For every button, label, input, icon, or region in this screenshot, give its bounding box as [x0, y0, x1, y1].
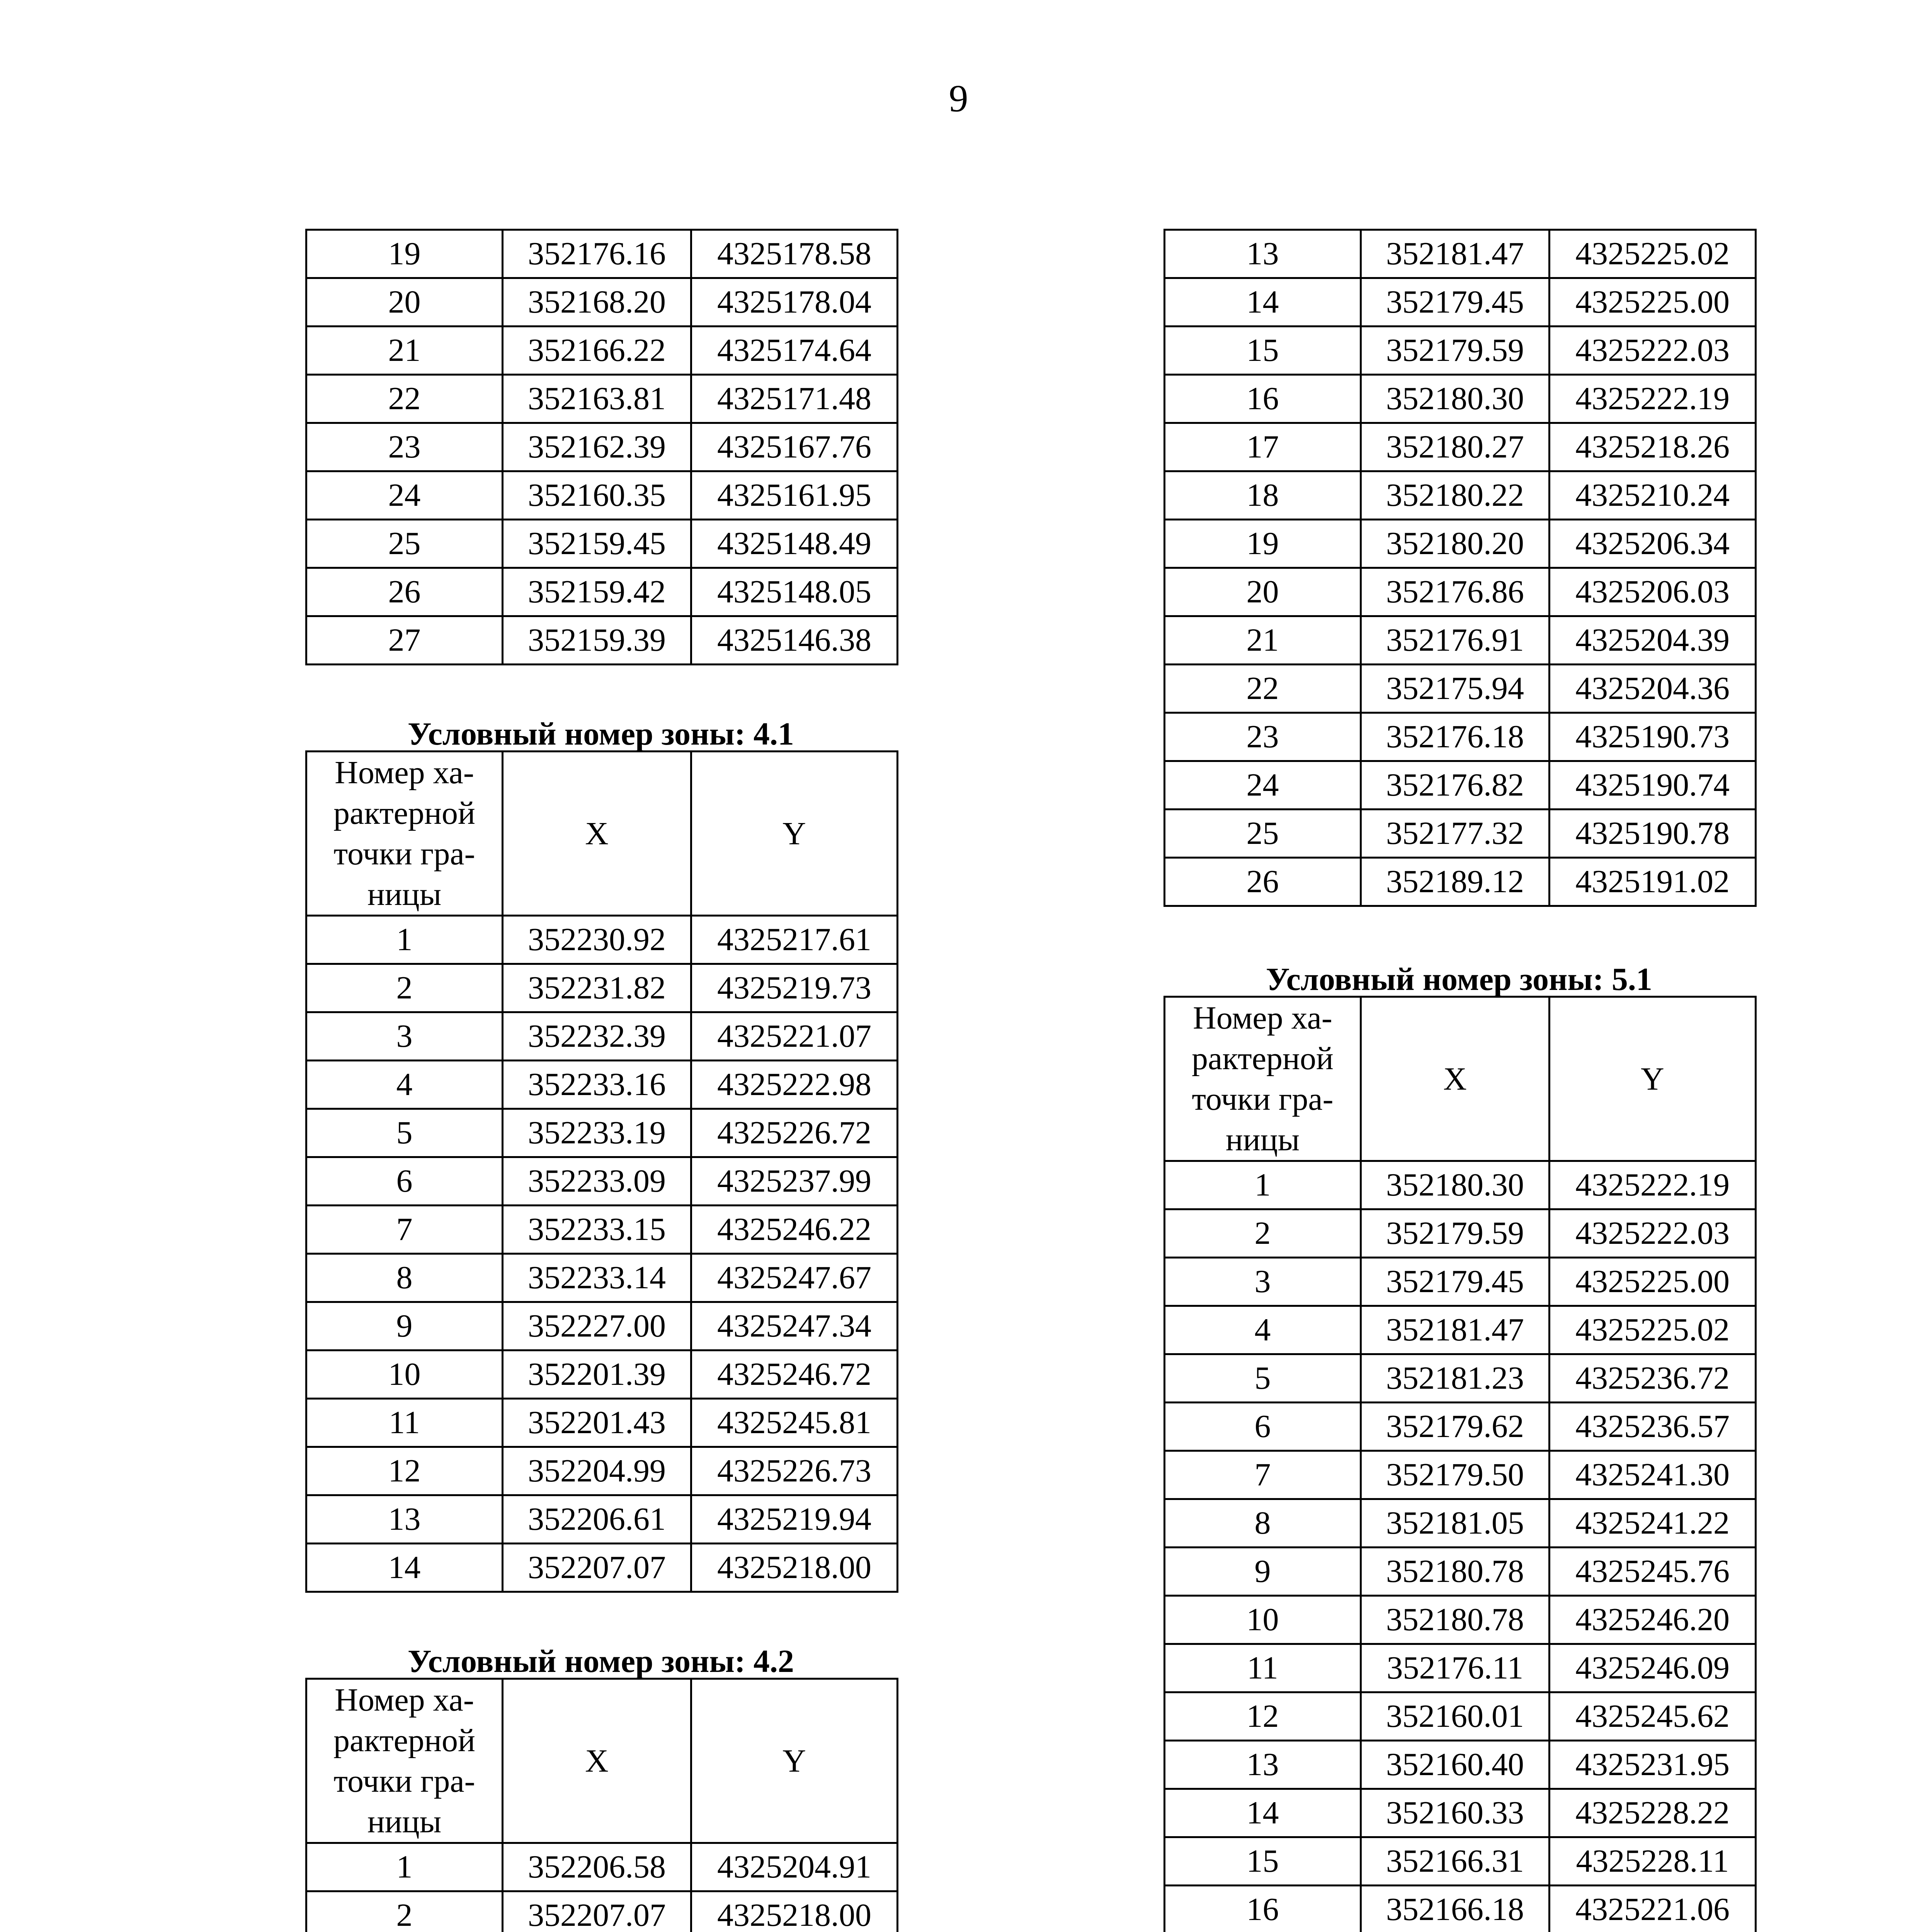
zone-table-4-2	[305, 1678, 898, 1932]
cell-point-number: 23	[306, 423, 503, 471]
table-row	[1165, 1596, 1756, 1644]
cell-y: 4325246.20	[1550, 1596, 1756, 1644]
table-row	[1165, 1548, 1756, 1596]
cell-y: 4325231.95	[1550, 1741, 1756, 1789]
cell-x: 352160.40	[1361, 1741, 1550, 1789]
cell-point-number: 11	[306, 1399, 503, 1447]
cell-point-number: 14	[1165, 278, 1361, 327]
cell-y: 4325204.91	[691, 1843, 898, 1891]
cell-x: 352232.39	[503, 1012, 691, 1061]
cell-point-number: 20	[1165, 568, 1361, 616]
cell-point-number: 5	[306, 1109, 503, 1157]
cell-y: 4325228.11	[1550, 1837, 1756, 1886]
cell-point-number: 24	[1165, 761, 1361, 810]
cell-x: 352181.23	[1361, 1354, 1550, 1403]
cell-x: 352201.43	[503, 1399, 691, 1447]
table-row	[306, 1544, 898, 1592]
cell-y: 4325218.00	[691, 1544, 898, 1592]
cell-point-number: 9	[1165, 1548, 1361, 1596]
column-header-point-number: Номер ха-рактерной точки гра-ницы	[306, 752, 503, 916]
cell-x: 352176.86	[1361, 568, 1550, 616]
table-row	[306, 916, 898, 964]
table-row	[306, 1012, 898, 1061]
cell-x: 352177.32	[1361, 810, 1550, 858]
table-row	[306, 423, 898, 471]
cell-y: 4325178.58	[691, 230, 898, 278]
cell-x: 352233.09	[503, 1157, 691, 1206]
cell-y: 4325204.39	[1550, 616, 1756, 665]
cell-point-number: 22	[306, 375, 503, 423]
cell-y: 4325217.61	[691, 916, 898, 964]
cell-point-number: 12	[1165, 1692, 1361, 1741]
cell-y: 4325204.36	[1550, 665, 1756, 713]
cell-x: 352176.91	[1361, 616, 1550, 665]
cell-x: 352180.78	[1361, 1596, 1550, 1644]
cell-point-number: 19	[1165, 520, 1361, 568]
table-row	[306, 1157, 898, 1206]
cell-x: 352176.16	[503, 230, 691, 278]
cell-x: 352166.18	[1361, 1886, 1550, 1932]
table-row	[1165, 1692, 1756, 1741]
cell-y: 4325245.76	[1550, 1548, 1756, 1596]
table-row	[1165, 1258, 1756, 1306]
table-row	[1165, 1306, 1756, 1354]
cell-x: 352180.20	[1361, 520, 1550, 568]
cell-y: 4325148.05	[691, 568, 898, 616]
cell-x: 352189.12	[1361, 858, 1550, 906]
cell-x: 352176.82	[1361, 761, 1550, 810]
cell-x: 352180.30	[1361, 1161, 1550, 1209]
cell-y: 4325225.02	[1550, 1306, 1756, 1354]
cell-y: 4325226.73	[691, 1447, 898, 1495]
cell-x: 352233.16	[503, 1061, 691, 1109]
cell-y: 4325221.07	[691, 1012, 898, 1061]
cell-y: 4325237.99	[691, 1157, 898, 1206]
cell-y: 4325225.00	[1550, 1258, 1756, 1306]
cell-x: 352230.92	[503, 916, 691, 964]
cell-x: 352160.01	[1361, 1692, 1550, 1741]
column-header-y: Y	[691, 752, 898, 916]
cell-point-number: 20	[306, 278, 503, 327]
cell-y: 4325241.30	[1550, 1451, 1756, 1499]
cell-y: 4325190.74	[1550, 761, 1756, 810]
column-header-point-number: Номер ха-рактерной точки гра-ницы	[1165, 997, 1361, 1161]
cell-y: 4325246.09	[1550, 1644, 1756, 1692]
cell-x: 352159.39	[503, 616, 691, 665]
zone-table-4-1	[305, 750, 898, 1593]
cell-x: 352166.22	[503, 327, 691, 375]
cell-x: 352204.99	[503, 1447, 691, 1495]
table-row	[306, 1254, 898, 1302]
cell-x: 352231.82	[503, 964, 691, 1012]
table-row	[1165, 1499, 1756, 1548]
cell-y: 4325241.22	[1550, 1499, 1756, 1548]
table-row	[306, 230, 898, 278]
cell-point-number: 3	[306, 1012, 503, 1061]
column-header-x: X	[503, 752, 691, 916]
table-row	[1165, 1644, 1756, 1692]
cell-point-number: 1	[306, 1843, 503, 1891]
cell-x: 352179.62	[1361, 1403, 1550, 1451]
table-row	[306, 1061, 898, 1109]
continuation-table-left	[305, 229, 898, 665]
cell-x: 352176.11	[1361, 1644, 1550, 1692]
cell-y: 4325246.22	[691, 1206, 898, 1254]
cell-point-number: 2	[306, 1891, 503, 1932]
table-row	[306, 616, 898, 665]
continuation-table-right	[1163, 229, 1757, 907]
cell-y: 4325191.02	[1550, 858, 1756, 906]
cell-x: 352180.30	[1361, 375, 1550, 423]
cell-x: 352233.14	[503, 1254, 691, 1302]
cell-x: 352207.07	[503, 1544, 691, 1592]
cell-x: 352159.45	[503, 520, 691, 568]
table-row	[1165, 1209, 1756, 1258]
cell-x: 352159.42	[503, 568, 691, 616]
table-body	[1165, 1161, 1756, 1932]
cell-point-number: 16	[1165, 375, 1361, 423]
header-row	[306, 752, 898, 916]
cell-point-number: 2	[1165, 1209, 1361, 1258]
table-row	[306, 1206, 898, 1254]
cell-y: 4325225.02	[1550, 230, 1756, 278]
cell-point-number: 13	[1165, 1741, 1361, 1789]
table-row	[1165, 1837, 1756, 1886]
cell-x: 352207.07	[503, 1891, 691, 1932]
cell-x: 352180.78	[1361, 1548, 1550, 1596]
cell-y: 4325206.03	[1550, 568, 1756, 616]
table-row	[1165, 713, 1756, 761]
table-row	[1165, 1789, 1756, 1837]
cell-point-number: 4	[306, 1061, 503, 1109]
header-row	[1165, 997, 1756, 1161]
cell-x: 352168.20	[503, 278, 691, 327]
cell-point-number: 6	[306, 1157, 503, 1206]
cell-y: 4325236.57	[1550, 1403, 1756, 1451]
cell-x: 352179.59	[1361, 327, 1550, 375]
cell-y: 4325247.34	[691, 1302, 898, 1350]
table-row	[1165, 375, 1756, 423]
cell-y: 4325178.04	[691, 278, 898, 327]
cell-y: 4325190.78	[1550, 810, 1756, 858]
cell-point-number: 22	[1165, 665, 1361, 713]
cell-x: 352162.39	[503, 423, 691, 471]
cell-point-number: 8	[1165, 1499, 1361, 1548]
table-body	[1165, 230, 1756, 906]
cell-point-number: 25	[306, 520, 503, 568]
cell-point-number: 23	[1165, 713, 1361, 761]
cell-x: 352201.39	[503, 1350, 691, 1399]
table-body	[306, 1843, 898, 1932]
cell-point-number: 11	[1165, 1644, 1361, 1692]
column-header-x: X	[503, 1679, 691, 1843]
zone-table-5-1	[1163, 996, 1757, 1932]
cell-y: 4325218.00	[691, 1891, 898, 1932]
cell-y: 4325190.73	[1550, 713, 1756, 761]
cell-y: 4325245.62	[1550, 1692, 1756, 1741]
cell-x: 352227.00	[503, 1302, 691, 1350]
column-header-x: X	[1361, 997, 1550, 1161]
cell-y: 4325161.95	[691, 471, 898, 520]
table-row	[306, 278, 898, 327]
cell-x: 352166.31	[1361, 1837, 1550, 1886]
cell-point-number: 27	[306, 616, 503, 665]
table-body	[306, 230, 898, 665]
cell-point-number: 18	[1165, 471, 1361, 520]
cell-x: 352163.81	[503, 375, 691, 423]
table-row	[306, 471, 898, 520]
cell-y: 4325222.98	[691, 1061, 898, 1109]
table-row	[1165, 810, 1756, 858]
cell-point-number: 1	[306, 916, 503, 964]
right-column	[1163, 229, 1755, 1932]
cell-point-number: 21	[1165, 616, 1361, 665]
table-row	[306, 375, 898, 423]
table-row	[1165, 616, 1756, 665]
cell-x: 352206.61	[503, 1495, 691, 1544]
cell-y: 4325222.03	[1550, 327, 1756, 375]
table-row	[1165, 1403, 1756, 1451]
cell-x: 352179.45	[1361, 1258, 1550, 1306]
cell-x: 352179.50	[1361, 1451, 1550, 1499]
table-row	[306, 1399, 898, 1447]
cell-x: 352179.59	[1361, 1209, 1550, 1258]
table-row	[1165, 471, 1756, 520]
cell-point-number: 8	[306, 1254, 503, 1302]
cell-y: 4325210.24	[1550, 471, 1756, 520]
cell-x: 352181.05	[1361, 1499, 1550, 1548]
cell-x: 352175.94	[1361, 665, 1550, 713]
table-row	[306, 520, 898, 568]
cell-point-number: 13	[1165, 230, 1361, 278]
table-row	[1165, 1741, 1756, 1789]
column-header-point-number: Номер ха-рактерной точки гра-ницы	[306, 1679, 503, 1843]
cell-point-number: 12	[306, 1447, 503, 1495]
cell-y: 4325218.26	[1550, 423, 1756, 471]
table-row	[1165, 1354, 1756, 1403]
cell-y: 4325171.48	[691, 375, 898, 423]
cell-point-number: 7	[306, 1206, 503, 1254]
cell-x: 352181.47	[1361, 1306, 1550, 1354]
cell-y: 4325222.19	[1550, 375, 1756, 423]
cell-point-number: 14	[306, 1544, 503, 1592]
table-row	[306, 1350, 898, 1399]
table-row	[1165, 230, 1756, 278]
cell-y: 4325222.19	[1550, 1161, 1756, 1209]
table-row	[306, 1891, 898, 1932]
cell-y: 4325225.00	[1550, 278, 1756, 327]
table-row	[306, 1302, 898, 1350]
table-row	[1165, 1161, 1756, 1209]
table-row	[1165, 665, 1756, 713]
cell-y: 4325228.22	[1550, 1789, 1756, 1837]
cell-x: 352180.22	[1361, 471, 1550, 520]
cell-y: 4325222.03	[1550, 1209, 1756, 1258]
cell-y: 4325246.72	[691, 1350, 898, 1399]
table-row	[306, 568, 898, 616]
cell-x: 352179.45	[1361, 278, 1550, 327]
cell-point-number: 5	[1165, 1354, 1361, 1403]
zone-title: Условный номер зоны: 4.2	[408, 1643, 794, 1679]
cell-x: 352206.58	[503, 1843, 691, 1891]
table-row	[306, 1843, 898, 1891]
zone-title: Условный номер зоны: 5.1	[1266, 961, 1652, 997]
table-row	[1165, 423, 1756, 471]
page-number: 9	[949, 77, 968, 120]
column-header-y: Y	[1550, 997, 1756, 1161]
cell-y: 4325146.38	[691, 616, 898, 665]
cell-point-number: 19	[306, 230, 503, 278]
cell-point-number: 14	[1165, 1789, 1361, 1837]
table-row	[1165, 520, 1756, 568]
cell-x: 352233.19	[503, 1109, 691, 1157]
table-row	[1165, 568, 1756, 616]
cell-y: 4325167.76	[691, 423, 898, 471]
cell-y: 4325221.06	[1550, 1886, 1756, 1932]
cell-point-number: 24	[306, 471, 503, 520]
cell-point-number: 10	[1165, 1596, 1361, 1644]
table-body	[306, 916, 898, 1592]
cell-point-number: 7	[1165, 1451, 1361, 1499]
cell-x: 352176.18	[1361, 713, 1550, 761]
table-row	[1165, 858, 1756, 906]
table-row	[306, 1109, 898, 1157]
table-row	[1165, 327, 1756, 375]
table-row	[306, 964, 898, 1012]
table-row	[1165, 761, 1756, 810]
cell-x: 352233.15	[503, 1206, 691, 1254]
cell-x: 352181.47	[1361, 230, 1550, 278]
cell-point-number: 2	[306, 964, 503, 1012]
cell-y: 4325245.81	[691, 1399, 898, 1447]
cell-point-number: 3	[1165, 1258, 1361, 1306]
cell-point-number: 13	[306, 1495, 503, 1544]
left-column	[305, 229, 896, 1932]
cell-point-number: 26	[306, 568, 503, 616]
cell-y: 4325236.72	[1550, 1354, 1756, 1403]
cell-y: 4325247.67	[691, 1254, 898, 1302]
cell-point-number: 15	[1165, 1837, 1361, 1886]
cell-point-number: 6	[1165, 1403, 1361, 1451]
cell-y: 4325174.64	[691, 327, 898, 375]
cell-point-number: 4	[1165, 1306, 1361, 1354]
column-header-y: Y	[691, 1679, 898, 1843]
cell-x: 352180.27	[1361, 423, 1550, 471]
cell-x: 352160.33	[1361, 1789, 1550, 1837]
cell-point-number: 16	[1165, 1886, 1361, 1932]
cell-point-number: 15	[1165, 327, 1361, 375]
cell-point-number: 17	[1165, 423, 1361, 471]
table-row	[1165, 1451, 1756, 1499]
cell-x: 352160.35	[503, 471, 691, 520]
cell-y: 4325148.49	[691, 520, 898, 568]
header-row	[306, 1679, 898, 1843]
cell-point-number: 1	[1165, 1161, 1361, 1209]
cell-y: 4325206.34	[1550, 520, 1756, 568]
table-row	[1165, 1886, 1756, 1932]
table-row	[1165, 278, 1756, 327]
cell-y: 4325226.72	[691, 1109, 898, 1157]
cell-y: 4325219.94	[691, 1495, 898, 1544]
table-row	[306, 1495, 898, 1544]
zone-title: Условный номер зоны: 4.1	[408, 716, 794, 752]
cell-point-number: 26	[1165, 858, 1361, 906]
table-row	[306, 1447, 898, 1495]
cell-y: 4325219.73	[691, 964, 898, 1012]
cell-point-number: 21	[306, 327, 503, 375]
cell-point-number: 25	[1165, 810, 1361, 858]
cell-point-number: 9	[306, 1302, 503, 1350]
cell-point-number: 10	[306, 1350, 503, 1399]
table-row	[306, 327, 898, 375]
